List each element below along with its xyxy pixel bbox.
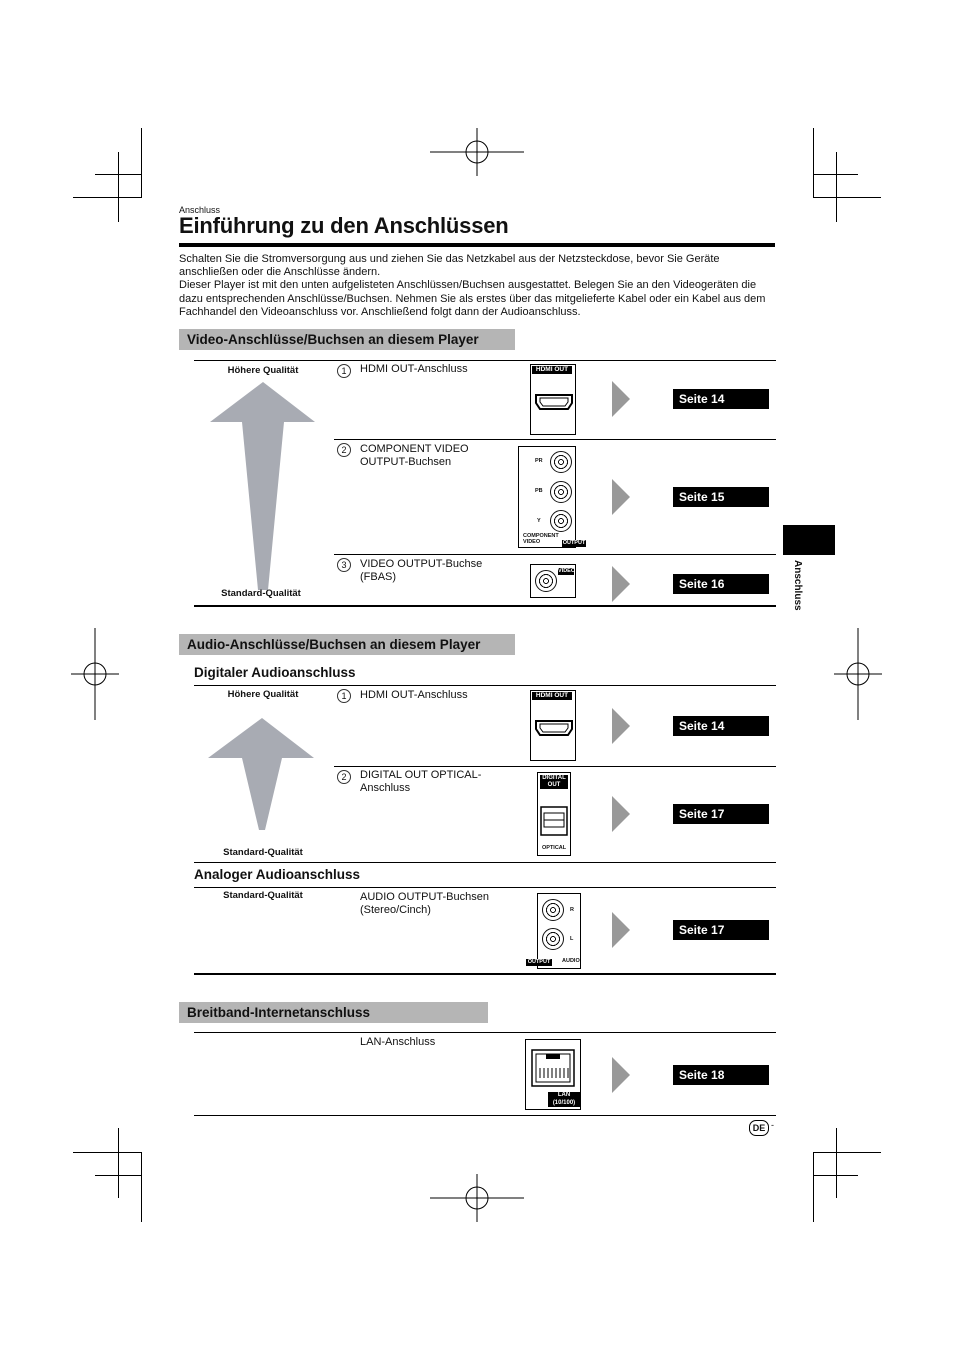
arrow-right-icon	[612, 1057, 630, 1093]
port-label: OUTPUT	[562, 540, 586, 546]
subheading-digital: Digitaler Audioanschluss	[194, 665, 356, 680]
port-label: DIGITAL OUT	[540, 775, 568, 789]
registration-mark	[71, 628, 119, 720]
divider	[194, 1032, 776, 1033]
crop-mark	[95, 174, 141, 175]
item-number: 1	[337, 689, 351, 703]
item-number: 2	[337, 770, 351, 784]
port-label: AUDIO	[562, 958, 580, 964]
divider	[334, 439, 776, 440]
arrow-right-icon	[612, 566, 630, 602]
item-label: LAN-Anschluss	[360, 1036, 436, 1048]
side-tab-label: Anschluss	[792, 560, 803, 611]
divider	[194, 685, 776, 686]
arrow-right-icon	[612, 479, 630, 515]
hdmi-port-icon	[530, 690, 576, 761]
arrow-right-icon	[612, 381, 630, 417]
crop-mark	[73, 197, 142, 198]
crop-mark	[813, 1152, 814, 1222]
page-reference-button[interactable]: Seite 15	[673, 487, 769, 507]
port-label: Y	[537, 518, 541, 524]
hdmi-connector-icon	[532, 387, 576, 427]
registration-mark	[430, 128, 524, 176]
subheading-analog: Analoger Audioanschluss	[194, 867, 361, 882]
crop-mark	[118, 152, 119, 222]
arrow-right-icon	[612, 912, 630, 948]
port-label: OPTICAL	[542, 845, 567, 851]
item-number: 2	[337, 443, 351, 457]
port-label: PB	[535, 488, 543, 494]
port-label: R	[570, 907, 574, 913]
port-label: L	[570, 936, 574, 942]
crop-mark	[813, 174, 858, 175]
rca-jack-icon	[542, 899, 564, 921]
audio-output-port-icon	[527, 893, 581, 969]
port-label: COMPONENT VIDEO	[523, 533, 559, 545]
page-reference-button[interactable]: Seite 18	[673, 1065, 769, 1085]
rca-jack-icon	[535, 570, 557, 592]
crop-mark	[813, 1175, 858, 1176]
item-label: DIGITAL OUT OPTICAL-Anschluss	[360, 769, 482, 794]
section-heading-audio: Audio-Anschlüsse/Buchsen an diesem Player	[179, 634, 515, 655]
crop-mark	[813, 128, 814, 198]
section-heading-video: Video-Anschlüsse/Buchsen an diesem Player	[179, 329, 515, 350]
page-number: -	[771, 1120, 774, 1130]
item-number: 3	[337, 558, 351, 572]
divider	[194, 973, 776, 975]
crop-mark	[836, 152, 837, 222]
hdmi-port-icon	[530, 364, 576, 435]
divider	[194, 605, 776, 607]
port-label: OUTPUT	[527, 959, 551, 965]
quality-arrow-icon	[210, 382, 316, 590]
page-reference-button[interactable]: Seite 14	[673, 389, 769, 409]
crop-mark	[836, 1128, 837, 1198]
registration-mark	[430, 1174, 524, 1222]
item-number: 1	[337, 364, 351, 378]
registration-mark	[834, 628, 882, 720]
ethernet-jack-icon	[526, 1042, 580, 1092]
page-title: Einführung zu den Anschlüssen	[179, 213, 509, 238]
port-label: LAN (10/100)	[548, 1092, 580, 1107]
divider	[334, 766, 776, 767]
lan-port-icon	[525, 1039, 581, 1110]
port-label: PR	[535, 458, 543, 464]
port-label: VIDEO	[558, 568, 576, 574]
divider	[194, 887, 776, 888]
page-reference-button[interactable]: Seite 17	[673, 920, 769, 940]
rca-jack-icon	[550, 451, 572, 473]
quality-high-label: Höhere Qualität	[227, 365, 299, 376]
divider	[194, 360, 776, 361]
side-tab	[783, 525, 835, 555]
divider	[334, 554, 776, 555]
page-reference-button[interactable]: Seite 14	[673, 716, 769, 736]
divider	[194, 862, 776, 863]
crop-mark	[141, 128, 142, 198]
optical-connector-icon	[538, 801, 570, 841]
crop-mark	[95, 1175, 141, 1176]
port-label: HDMI OUT	[532, 366, 572, 374]
item-label: VIDEO OUTPUT-Buchse (FBAS)	[360, 558, 483, 583]
port-label: HDMI OUT	[532, 692, 572, 700]
item-label: AUDIO OUTPUT-Buchsen (Stereo/Cinch)	[360, 891, 489, 916]
arrow-right-icon	[612, 708, 630, 744]
crop-mark	[118, 1128, 119, 1198]
breadcrumb: Anschluss	[179, 205, 221, 215]
item-label: HDMI OUT-Anschluss	[360, 689, 468, 701]
quality-label: Standard-Qualität	[223, 890, 303, 901]
divider	[194, 1115, 776, 1116]
item-label: COMPONENT VIDEO OUTPUT-Buchsen	[360, 443, 469, 468]
quality-arrow-icon	[208, 718, 316, 832]
hdmi-connector-icon	[532, 713, 576, 753]
rca-jack-icon	[550, 510, 572, 532]
intro-paragraph: Dieser Player ist mit den unten aufgelisteten Anschlüssen/Buchsen ausgestattet. Belegen Sie an den Videogeräten die dazu entsprechenden Anschlüsse/Buchsen. Nehmen Sie als erstes über das mitgelieferte Kabel oder ein Kabel aus dem Fachhandel den Videoanschluss vor. Anschließend folgt dann der Audioanschluss.	[179, 279, 766, 318]
rca-jack-icon	[542, 928, 564, 950]
page-reference-button[interactable]: Seite 16	[673, 574, 769, 594]
crop-mark	[813, 1152, 881, 1153]
quality-high-label: Höhere Qualität	[227, 689, 299, 700]
intro-text	[179, 253, 777, 319]
intro-paragraph: Schalten Sie die Stromversorgung aus und ziehen Sie das Netzkabel aus der Netzsteckdose, bevor Sie Geräte anschließen oder die Anschlüsse ändern.	[179, 253, 720, 279]
item-label: HDMI OUT-Anschluss	[360, 363, 468, 375]
crop-mark	[73, 1152, 142, 1153]
crop-mark	[141, 1152, 142, 1222]
quality-low-label: Standard-Qualität	[221, 588, 301, 599]
crop-mark	[813, 197, 881, 198]
quality-low-label: Standard-Qualität	[223, 847, 303, 858]
section-heading-lan: Breitband-Internetanschluss	[179, 1002, 488, 1023]
component-video-port-icon	[518, 446, 586, 548]
arrow-right-icon	[612, 796, 630, 832]
title-rule	[179, 243, 775, 247]
video-port-icon	[530, 564, 576, 598]
rca-jack-icon	[550, 481, 572, 503]
page-reference-button[interactable]: Seite 17	[673, 804, 769, 824]
language-badge: DE	[749, 1120, 769, 1136]
optical-port-icon	[537, 772, 571, 856]
